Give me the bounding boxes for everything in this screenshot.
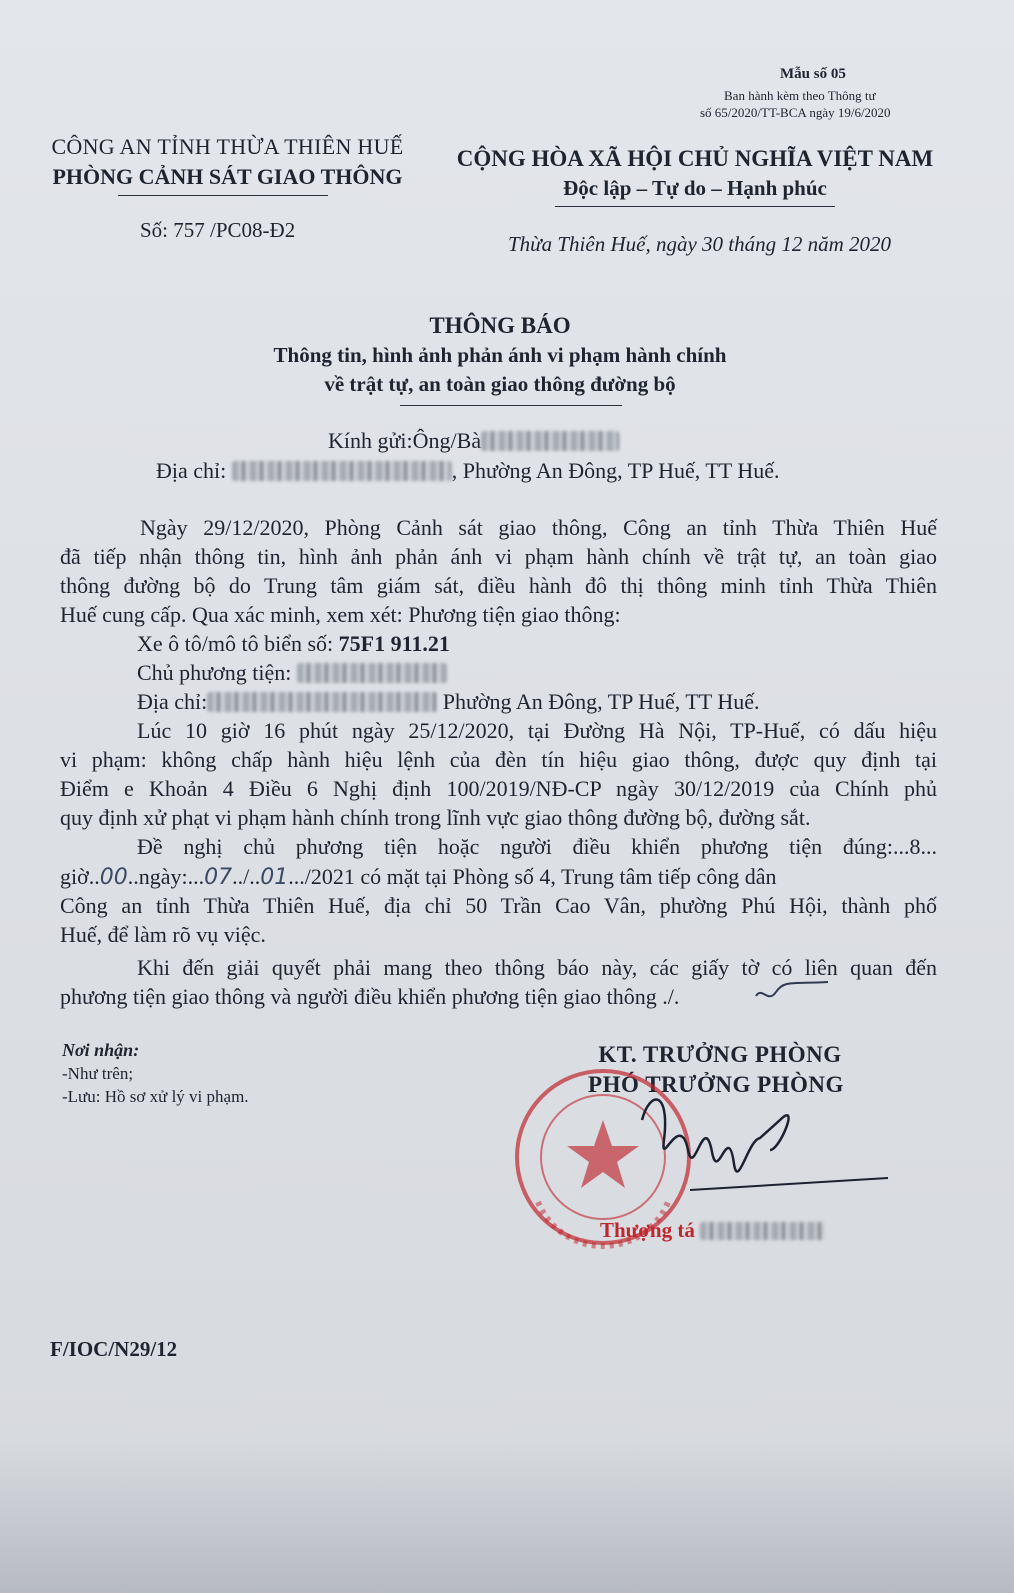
signer-rank: Thượng tá <box>600 1218 695 1242</box>
p3-line2-tail: .../2021 có mặt tại Phòng số 4, Trung tâm tiếp công dân <box>288 864 777 889</box>
recipient-greeting <box>328 428 619 454</box>
handwritten-month: 01 <box>260 865 289 890</box>
body-p1-line1: Ngày 29/12/2020, Phòng Cảnh sát giao thông, Công an tỉnh Thừa Thiên Huế <box>140 515 937 540</box>
body-p2-line1: Lúc 10 giờ 16 phút ngày 25/12/2020, tại Đường Hà Nội, TP-Huế, có dấu hiệu <box>137 718 937 743</box>
agency-name-line2: PHÒNG CẢNH SÁT GIAO THÔNG <box>52 164 403 189</box>
body-p2-line3: Điểm e Khoản 4 Điều 6 Nghị định 100/2019/NĐ-CP ngày 30/12/2019 của Chính phủ <box>60 776 937 801</box>
agency-name-line1: CÔNG AN TỈNH THỪA THIÊN HUẾ <box>51 134 404 159</box>
body-p1-line2: đã tiếp nhận thông tin, hình ảnh phản ánh vi phạm hành chính về trật tự, an toàn giao <box>60 544 937 569</box>
body-p1-line3: thông đường bộ do Trung tâm giám sát, điều hành đô thị thông minh tỉnh Thừa Thiên <box>60 573 937 598</box>
handwritten-tick-mark <box>752 978 832 1012</box>
document-subtitle-line2: về trật tự, an toàn giao thông đường bộ <box>324 372 676 396</box>
title-underline <box>400 405 622 406</box>
body-p1-line4: Huế cung cấp. Qua xác minh, xem xét: Phương tiện giao thông: <box>60 602 621 627</box>
body-p2-line2: vi phạm: không chấp hành hiệu lệnh của đèn tín hiệu giao thông, được quy định tại <box>60 747 937 772</box>
signer-rank-line <box>600 1218 825 1243</box>
license-plate: 75F1 911.21 <box>338 631 450 656</box>
greeting-text: Kính gửi:Ông/Bà <box>328 428 482 453</box>
form-ref-line1: Ban hành kèm theo Thông tư <box>724 88 876 103</box>
address-tail: , Phường An Đông, TP Huế, TT Huế. <box>451 458 780 483</box>
redacted-signer-name <box>700 1222 825 1240</box>
national-motto: Độc lập – Tự do – Hạnh phúc <box>563 176 827 200</box>
p3-hour-prefix: giờ.. <box>60 864 100 889</box>
handwritten-hour: 00 <box>99 865 128 890</box>
body-p3-line3: Công an tỉnh Thừa Thiên Huế, địa chỉ 50 Trần Cao Vân, phường Phú Hội, thành phố <box>60 893 937 918</box>
body-p3-line2 <box>60 864 937 890</box>
receiver-item-2: -Lưu: Hồ sơ xử lý vi phạm. <box>62 1087 249 1106</box>
owner-address-line <box>137 689 759 715</box>
recipient-address <box>156 458 779 484</box>
footer-code: F/IOC/N29/12 <box>50 1337 178 1361</box>
redacted-owner-address <box>207 692 437 712</box>
redacted-name <box>481 431 619 451</box>
owner-address-tail: Phường An Đông, TP Huế, TT Huế. <box>437 689 760 714</box>
signature-title-line1: KT. TRƯỞNG PHÒNG <box>598 1042 842 1067</box>
body-p3-line1: Đề nghị chủ phương tiện hoặc người điều khiển phương tiện đúng:...8... <box>137 834 937 859</box>
receiver-item-1: -Như trên; <box>62 1064 134 1083</box>
form-ref-line2: số 65/2020/TT-BCA ngày 19/6/2020 <box>700 105 891 120</box>
redacted-address <box>232 461 452 481</box>
vehicle-plate-line <box>137 631 450 657</box>
body-p4-line1: Khi đến giải quyết phải mang theo thông báo này, các giấy tờ có liên quan đến <box>137 955 937 980</box>
p3-day-prefix: ..ngày:... <box>127 864 205 889</box>
signature-title-line2: PHÓ TRƯỞNG PHÒNG <box>588 1072 844 1097</box>
redacted-owner <box>297 663 447 683</box>
national-title: CỘNG HÒA XÃ HỘI CHỦ NGHĨA VIỆT NAM <box>456 146 934 171</box>
receivers-title: Nơi nhận: <box>62 1040 140 1060</box>
vehicle-label: Xe ô tô/mô tô biển số: <box>137 631 339 656</box>
body-p3-line4: Huế, để làm rõ vụ việc. <box>60 922 266 947</box>
document-subtitle-line1: Thông tin, hình ảnh phản ánh vi phạm hành chính <box>273 343 727 367</box>
document-title: THÔNG BÁO <box>429 313 571 338</box>
handwritten-signature <box>630 1080 900 1220</box>
owner-line <box>137 660 447 686</box>
owner-address-label: Địa chỉ: <box>137 689 208 714</box>
owner-label: Chủ phương tiện: <box>137 660 292 685</box>
handwritten-day: 07 <box>204 865 233 890</box>
form-number: Mẫu số 05 <box>780 66 846 82</box>
body-p4-line2: phương tiện giao thông và người điều khiển phương tiện giao thông ./. <box>60 984 680 1009</box>
agency-underline <box>118 195 328 196</box>
body-p2-line4: quy định xử phạt vi phạm hành chính trong lĩnh vực giao thông đường bộ, đường sắt. <box>60 805 811 830</box>
address-label: Địa chỉ: <box>156 458 227 483</box>
photo-shadow <box>0 1440 1014 1593</box>
document-number: Số: 757 /PC08-Đ2 <box>140 218 296 242</box>
place-and-date: Thừa Thiên Huế, ngày 30 tháng 12 năm 2020 <box>508 232 892 256</box>
motto-underline <box>555 206 835 207</box>
p3-month-prefix: ../.. <box>232 864 261 889</box>
